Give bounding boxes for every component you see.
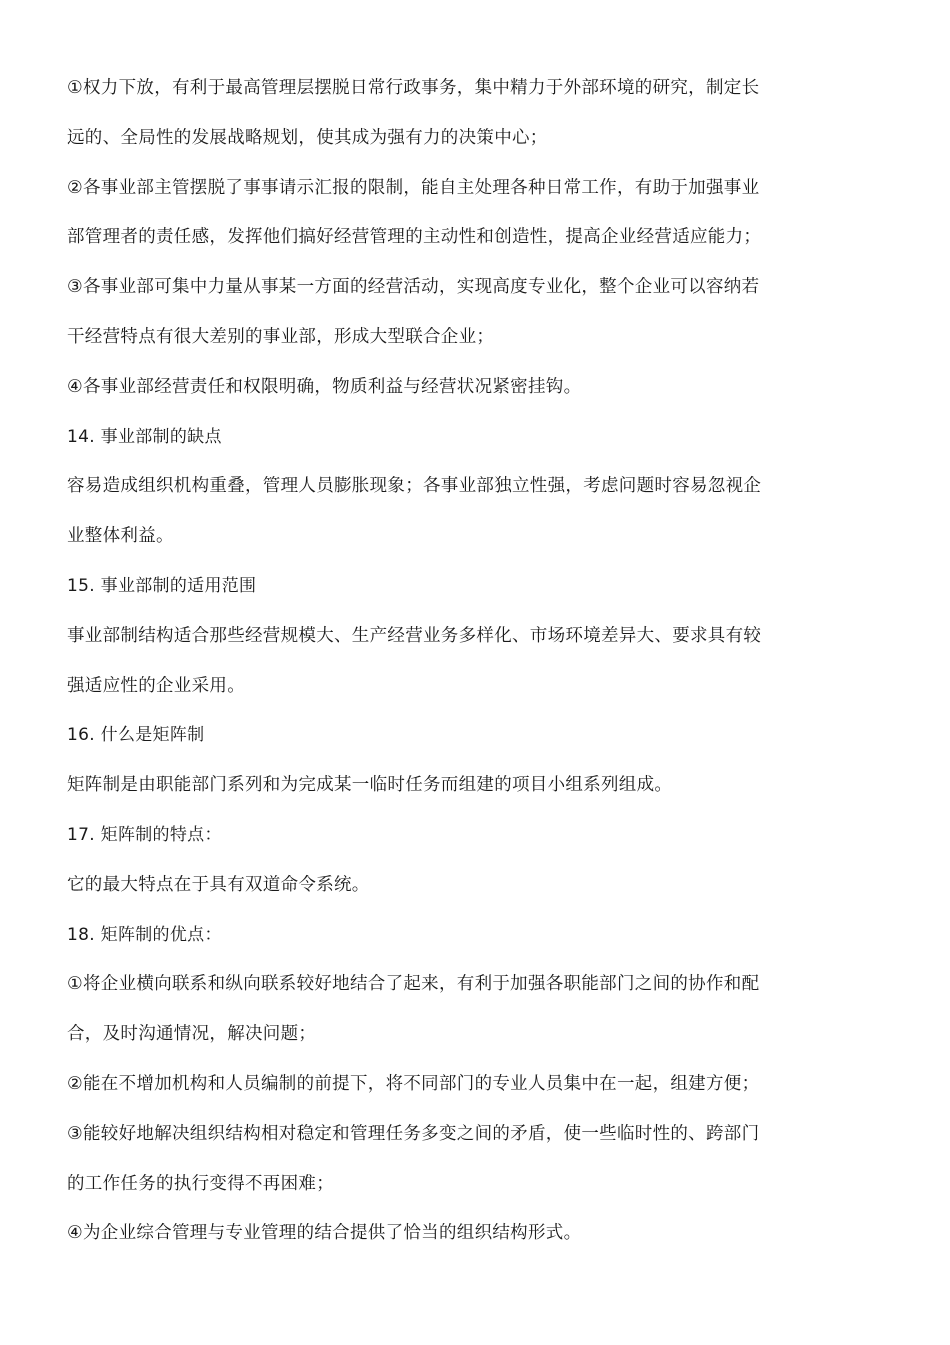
section-15-heading: 15. 事业部制的适用范围 [67,575,257,596]
advantage-1-line-2: 远的、全局性的发展战略规划，使其成为强有力的决策中心； [67,127,548,148]
section-14-body-line-1: 容易造成组织机构重叠，管理人员膨胀现象；各事业部独立性强，考虑问题时容易忽视企 [67,476,762,497]
section-18-heading: 18. 矩阵制的优点： [67,924,222,945]
section-18-item-3-line-2: 的工作任务的执行变得不再困难； [67,1173,334,1194]
advantage-4-line-1: ④各事业部经营责任和权限明确，物质利益与经营状况紧密挂钩。 [67,376,582,397]
section-16-heading: 16. 什么是矩阵制 [67,725,205,746]
section-18-item-2-line-1: ②能在不增加机构和人员编制的前提下，将不同部门的专业人员集中在一起，组建方便； [67,1073,760,1094]
section-15-body-line-2: 强适应性的企业采用。 [67,675,245,696]
section-16-body-line-1: 矩阵制是由职能部门系列和为完成某一临时任务而组建的项目小组系列组成。 [67,775,673,796]
section-18-item-1-line-2: 合，及时沟通情况，解决问题； [67,1024,317,1045]
section-18-item-3-line-1: ③能较好地解决组织结构相对稳定和管理任务多变之间的矛盾，使一些临时性的、跨部门 [67,1123,760,1144]
section-18-item-4-line-1: ④为企业综合管理与专业管理的结合提供了恰当的组织结构形式。 [67,1223,582,1244]
advantage-1-line-1: ①权力下放，有利于最高管理层摆脱日常行政事务，集中精力于外部环境的研究，制定长 [67,78,760,98]
advantage-3-line-2: 干经营特点有很大差别的事业部，形成大型联合企业； [67,326,495,347]
section-17-heading: 17. 矩阵制的特点： [67,824,222,845]
advantage-2-line-2: 部管理者的责任感，发挥他们搞好经营管理的主动性和创造性，提高企业经营适应能力； [67,227,762,248]
section-14-body-line-2: 业整体利益。 [67,526,174,547]
advantage-2-line-1: ②各事业部主管摆脱了事事请示汇报的限制，能自主处理各种日常工作，有助于加强事业 [67,177,760,198]
document-page [67,76,817,1245]
advantage-3-line-1: ③各事业部可集中力量从事某一方面的经营活动，实现高度专业化，整个企业可以容纳若 [67,277,760,298]
section-18-item-1-line-1: ①将企业横向联系和纵向联系较好地结合了起来，有利于加强各职能部门之间的协作和配 [67,974,760,995]
section-17-body-line-1: 它的最大特点在于具有双道命令系统。 [67,874,370,895]
section-15-body-line-1: 事业部制结构适合那些经营规模大、生产经营业务多样化、市场环境差异大、要求具有较 [67,625,762,646]
section-14-heading: 14. 事业部制的缺点 [67,426,222,447]
